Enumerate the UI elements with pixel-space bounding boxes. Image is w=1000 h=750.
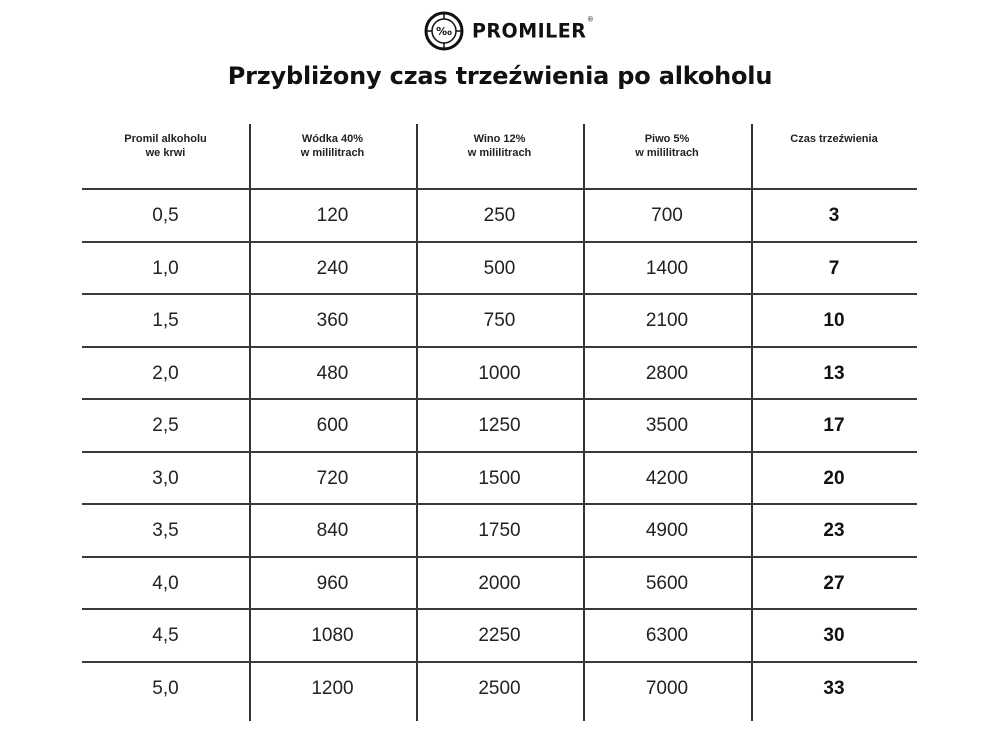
cell-blood-alcohol: 4,5 <box>152 625 179 646</box>
header-line: w mililitrach <box>635 147 699 159</box>
cell-beer-ml: 2800 <box>645 362 689 384</box>
cell-blood-alcohol: 3,5 <box>152 520 179 541</box>
cell-beer-ml: 2100 <box>645 310 689 331</box>
header-vodka <box>249 132 416 160</box>
cell-wine-ml: 1500 <box>478 467 521 489</box>
cell-sobering-hours: 17 <box>823 415 845 436</box>
cell-vodka-ml: 720 <box>316 467 349 489</box>
registered-mark: ® <box>586 15 595 24</box>
cell-vodka-ml: 480 <box>316 362 349 384</box>
cell-blood-alcohol: 5,0 <box>152 677 179 699</box>
cell-wine-ml: 2000 <box>478 572 521 594</box>
cell-wine-ml: 750 <box>483 310 516 331</box>
sobering-time-table <box>82 124 917 721</box>
cell-beer-ml: 4200 <box>645 467 689 489</box>
cell-beer-ml: 700 <box>651 205 683 226</box>
cell-blood-alcohol: 2,5 <box>152 415 179 436</box>
cell-beer-ml: 5600 <box>645 572 689 594</box>
svg-text:‰: ‰ <box>436 25 452 38</box>
header-line: Czas trzeźwienia <box>790 133 878 145</box>
cell-beer-ml: 1400 <box>645 257 689 279</box>
header-line: we krwi <box>145 147 186 159</box>
cell-blood-alcohol: 4,0 <box>152 572 179 594</box>
header-blood-alcohol <box>82 132 249 160</box>
cell-vodka-ml: 1200 <box>311 677 354 699</box>
header-line: Wódka 40% <box>301 133 364 145</box>
cell-wine-ml: 2500 <box>478 677 521 699</box>
cell-blood-alcohol: 3,0 <box>152 467 179 489</box>
cell-sobering-hours: 23 <box>823 520 845 541</box>
per-mille-target-icon <box>424 11 464 51</box>
brand-name <box>472 15 595 43</box>
cell-wine-ml: 500 <box>483 257 516 279</box>
cell-vodka-ml: 360 <box>316 310 349 331</box>
cell-vodka-ml: 600 <box>316 415 349 436</box>
cell-beer-ml: 4900 <box>645 520 689 541</box>
page-title: Przybliżony czas trzeźwienia po alkoholu <box>227 62 773 90</box>
header-line: Wino 12% <box>473 133 526 145</box>
header-line: Promil alkoholu <box>124 133 207 145</box>
cell-wine-ml: 1250 <box>478 415 521 436</box>
cell-sobering-hours: 30 <box>823 625 845 646</box>
cell-blood-alcohol: 0,5 <box>152 205 179 226</box>
cell-sobering-hours: 7 <box>828 257 840 279</box>
header-line: w mililitrach <box>467 147 532 159</box>
cell-wine-ml: 250 <box>483 205 516 226</box>
header-beer <box>583 132 751 160</box>
cell-wine-ml: 1750 <box>478 520 521 541</box>
cell-sobering-hours: 10 <box>823 310 845 331</box>
cell-sobering-hours: 13 <box>823 362 845 384</box>
header-sobering-time <box>751 132 917 146</box>
cell-beer-ml: 7000 <box>645 677 689 699</box>
cell-sobering-hours: 20 <box>823 467 845 489</box>
cell-vodka-ml: 1080 <box>311 625 354 646</box>
cell-wine-ml: 1000 <box>478 362 521 384</box>
cell-wine-ml: 2250 <box>478 625 521 646</box>
brand-text: PROMILER <box>472 19 587 43</box>
header-line: w mililitrach <box>300 147 365 159</box>
cell-vodka-ml: 120 <box>316 205 349 226</box>
cell-blood-alcohol: 1,0 <box>152 257 179 279</box>
header-line: Piwo 5% <box>644 133 690 145</box>
cell-sobering-hours: 3 <box>828 205 840 226</box>
cell-blood-alcohol: 1,5 <box>152 310 179 331</box>
cell-blood-alcohol: 2,0 <box>152 362 179 384</box>
promiler-logo <box>424 10 595 52</box>
cell-vodka-ml: 960 <box>316 572 349 594</box>
header-wine <box>416 132 583 160</box>
cell-sobering-hours: 27 <box>823 572 845 594</box>
cell-beer-ml: 3500 <box>645 415 689 436</box>
cell-sobering-hours: 33 <box>823 677 845 699</box>
cell-vodka-ml: 840 <box>316 520 349 541</box>
cell-beer-ml: 6300 <box>645 625 689 646</box>
cell-vodka-ml: 240 <box>316 257 349 279</box>
